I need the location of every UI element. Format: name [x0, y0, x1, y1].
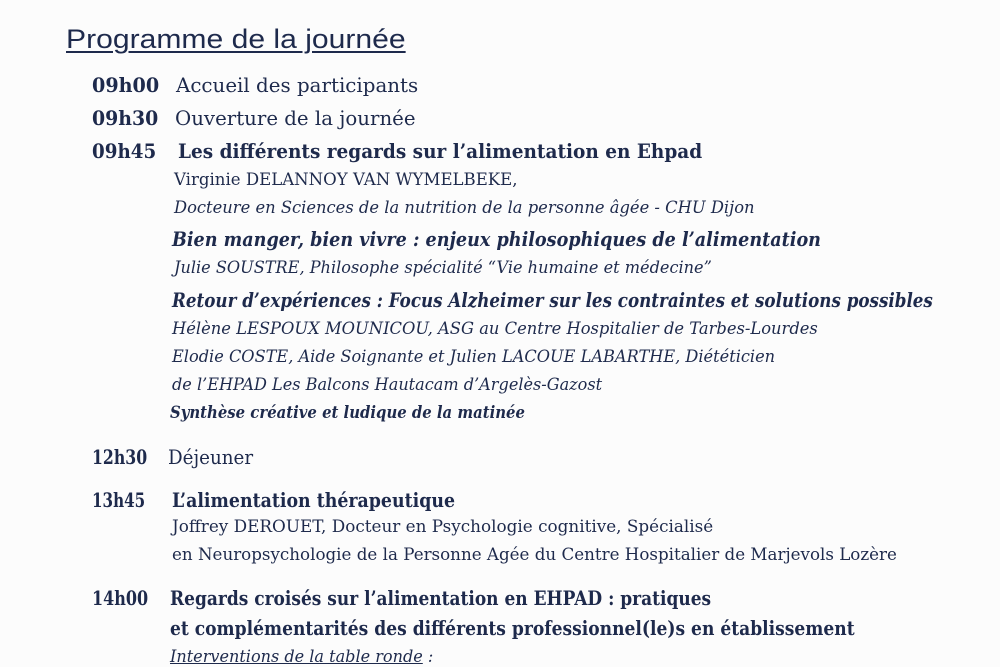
time-0930: 09h30 [92, 106, 159, 130]
time-1400: 14h00 [92, 586, 149, 610]
speaker-line: Elodie COSTE, Aide Soignante et Julien LACOUE LABARTHE, Diététicien [172, 347, 776, 367]
time-0945: 09h45 [92, 139, 157, 163]
time-1345: 13h45 [92, 488, 146, 512]
item-alimentation-therapeutique: L’alimentation thérapeutique [172, 488, 456, 512]
colon: : [422, 647, 434, 667]
item-ouverture: Ouverture de la journée [175, 106, 416, 130]
speaker-line: de l’EHPAD Les Balcons Hautacam d’Argelès-Gazost [172, 375, 603, 395]
time-1230: 12h30 [92, 445, 148, 469]
table-ronde-text: Interventions de la table ronde [170, 647, 423, 667]
item-regards-croises: Regards croisés sur l’alimentation en EHPAD : pratiques [170, 586, 712, 610]
page-title: Programme de la journée [66, 24, 406, 54]
speaker-line: Julie SOUSTRE, Philosophe spécialité “Vie humaine et médecine” [174, 258, 712, 278]
table-ronde-label [170, 649, 433, 666]
speaker-role: Docteure en Sciences de la nutrition de la personne âgée - CHU Dijon [174, 198, 755, 218]
item-regards-croises-cont: et complémentarités des différents professionnel(le)s en établissement [170, 616, 855, 640]
item-regards-title: Les différents regards sur l’alimentation en Ehpad [178, 139, 703, 163]
subtopic-title: Bien manger, bien vivre : enjeux philosophiques de l’alimentation [172, 227, 821, 251]
subtopic-title: Synthèse créative et ludique de la matinée [170, 403, 525, 423]
subtopic-title: Retour d’expériences : Focus Alzheimer sur les contraintes et solutions possibles [172, 288, 933, 312]
speaker-line: Hélène LESPOUX MOUNICOU, ASG au Centre Hospitalier de Tarbes-Lourdes [172, 319, 818, 339]
item-dejeuner: Déjeuner [168, 445, 254, 469]
item-accueil: Accueil des participants [176, 73, 419, 97]
speaker-line: Virginie DELANNOY VAN WYMELBEKE, [174, 170, 518, 190]
time-0900: 09h00 [92, 73, 160, 97]
speaker-line: Joffrey DEROUET, Docteur en Psychologie cognitive, Spécialisé [172, 517, 714, 537]
speaker-line: en Neuropsychologie de la Personne Agée du Centre Hospitalier de Marjevols Lozère [172, 545, 897, 565]
